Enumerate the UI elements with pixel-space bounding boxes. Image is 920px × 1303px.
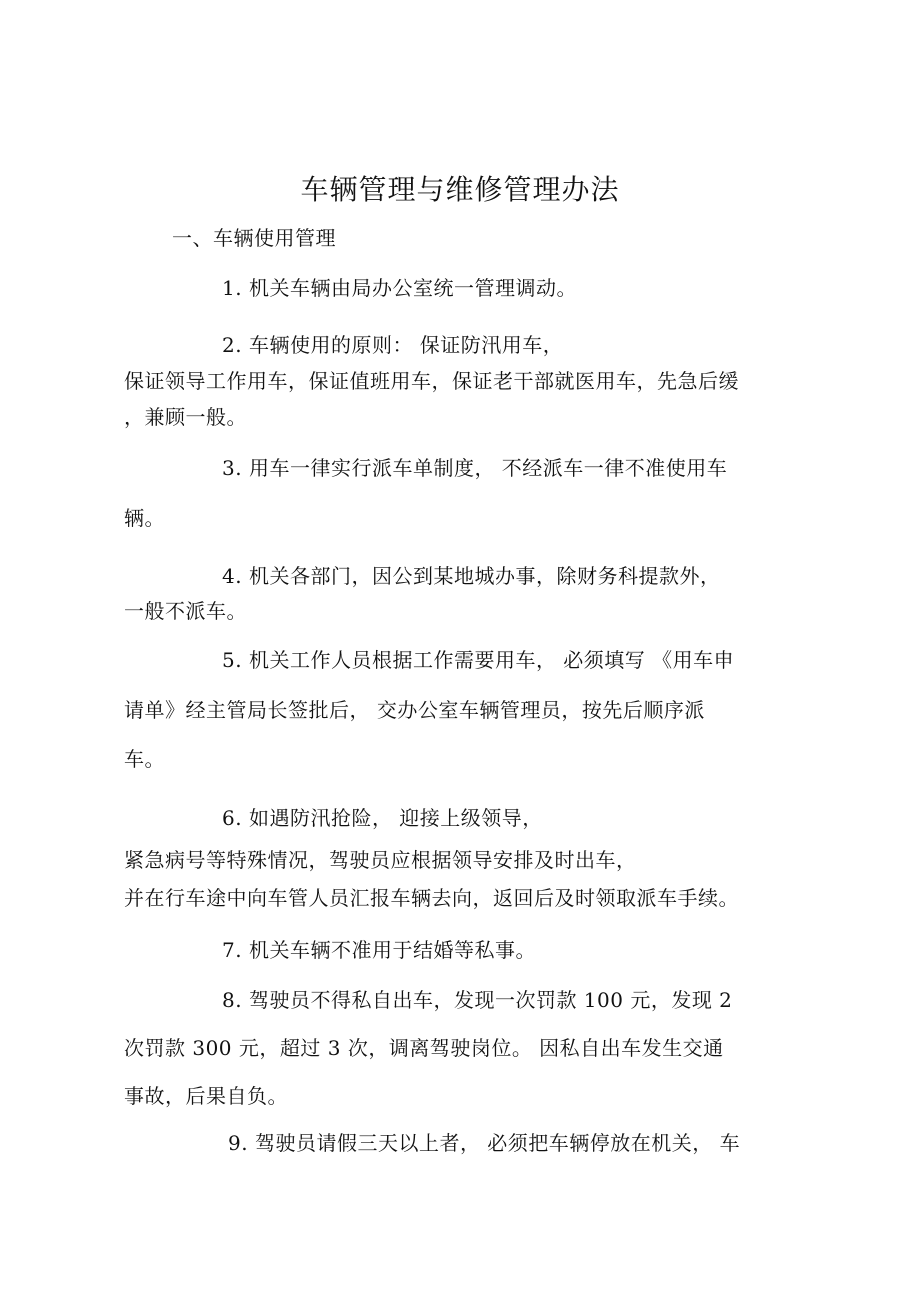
paragraph-4-line-1: 4. 机关各部门，因公到某地城办事，除财务科提款外， — [222, 564, 721, 588]
paragraph-6-line-1: 6. 如遇防汛抢险， 迎接上级领导， — [222, 806, 543, 830]
paragraph-6-line-3: 并在行车途中向车管人员汇报车辆去向，返回后及时领取派车手续。 — [124, 886, 739, 910]
paragraph-8-line-2: 次罚款 300 元，超过 3 次，调离驾驶岗位。 因私自出车发生交通 — [124, 1036, 724, 1060]
document-title: 车辆管理与维修管理办法 — [300, 173, 620, 206]
paragraph-6-line-2: 紧急病号等特殊情况，驾驶员应根据领导安排及时出车， — [124, 848, 637, 872]
paragraph-1-line-1: 1. 机关车辆由局办公室统一管理调动。 — [222, 276, 577, 300]
paragraph-3-line-1: 3. 用车一律实行派车单制度， 不经派车一律不准使用车 — [222, 456, 728, 480]
paragraph-9-line-1: 9. 驾驶员请假三天以上者， 必须把车辆停放在机关， 车 — [228, 1131, 741, 1155]
section-heading: 一、车辆使用管理 — [172, 226, 336, 250]
paragraph-8-line-3: 事故，后果自负。 — [124, 1084, 288, 1108]
paragraph-5-line-1: 5. 机关工作人员根据工作需要用车， 必须填写 《用车申 — [222, 648, 735, 672]
paragraph-2-line-1: 2. 车辆使用的原则： 保证防汛用车， — [222, 333, 564, 357]
paragraph-3-line-2: 辆。 — [124, 506, 165, 530]
paragraph-8-line-1: 8. 驾驶员不得私自出车，发现一次罚款 100 元，发现 2 — [222, 988, 733, 1012]
paragraph-4-line-2: 一般不派车。 — [124, 599, 247, 623]
paragraph-5-line-2: 请单》经主管局长签批后， 交办公室车辆管理员，按先后顺序派 — [124, 698, 705, 722]
paragraph-5-line-3: 车。 — [124, 747, 165, 771]
paragraph-2-line-2: 保证领导工作用车，保证值班用车，保证老干部就医用车，先急后缓 — [124, 369, 739, 393]
paragraph-2-line-3: ，兼顾一般。 — [124, 405, 247, 429]
paragraph-7-line-1: 7. 机关车辆不准用于结婚等私事。 — [222, 938, 536, 962]
